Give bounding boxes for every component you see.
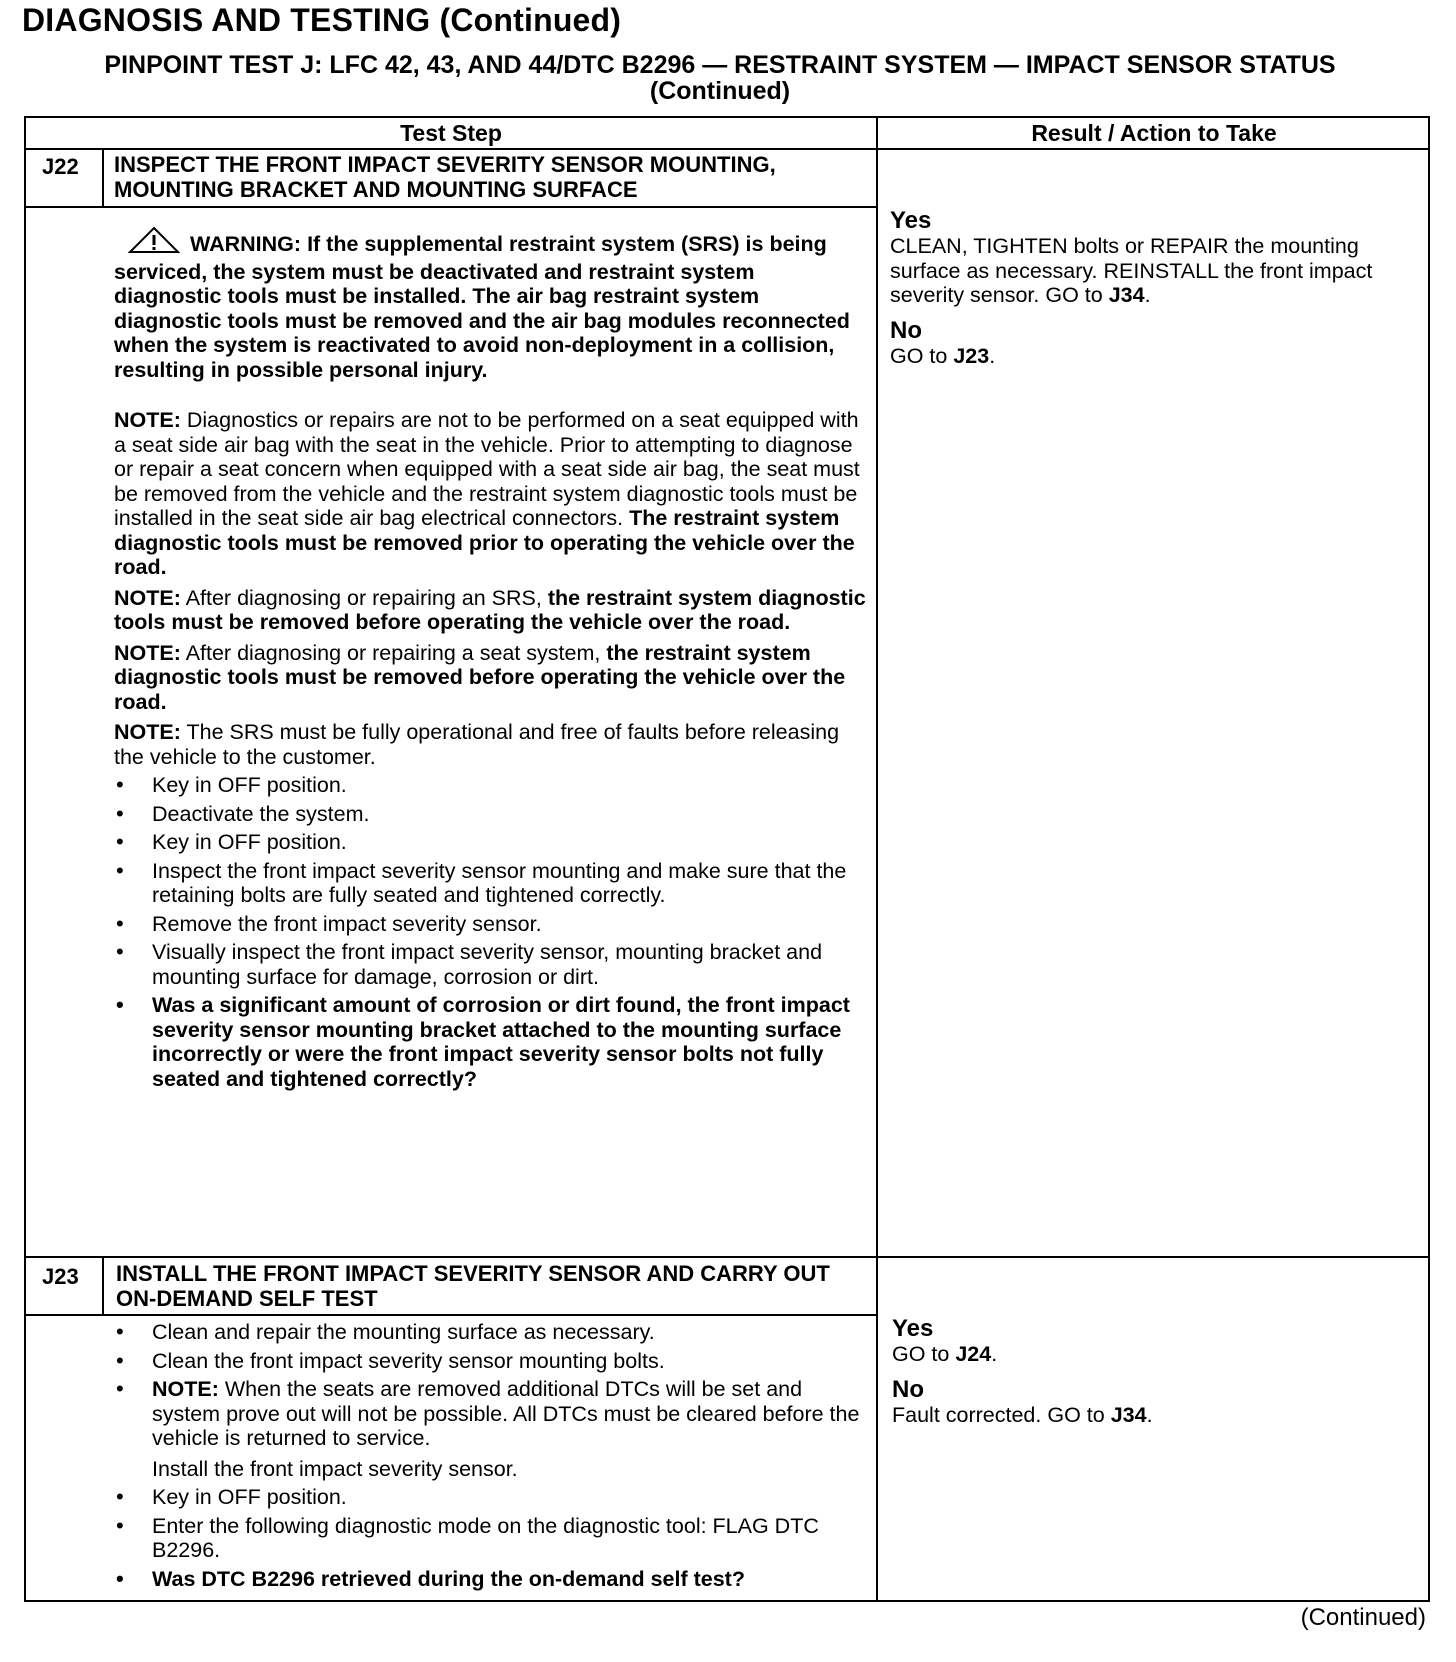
yes-text: CLEAN, TIGHTEN bolts or REPAIR the mounting surface as necessary. REINSTALL the front impact severity sensor. GO to (890, 234, 1373, 307)
column-divider (876, 118, 878, 1600)
pinpoint-test-table (24, 116, 1430, 1602)
note-label: NOTE: (114, 408, 181, 432)
no-label: No (890, 316, 922, 344)
note-text: When the seats are removed additional DTCs will be set and system prove out will not be possible. All DTCs must be cleared before the vehicle is returned to service. (152, 1377, 860, 1450)
note-paragraph-2 (114, 586, 866, 635)
yes-text: GO to (892, 1342, 950, 1366)
step-id-j23: J23 (42, 1264, 79, 1289)
list-item: • Key in OFF position. (114, 1485, 866, 1510)
note-paragraph-1 (114, 408, 866, 580)
list-item: • Enter the following diagnostic mode on the diagnostic tool: FLAG DTC B2296. (114, 1514, 866, 1563)
yes-label: Yes (892, 1315, 934, 1342)
warning-paragraph (114, 226, 866, 382)
note-label: NOTE: (114, 640, 181, 665)
no-label: No (892, 1375, 924, 1403)
note-paragraph-4 (114, 720, 866, 769)
step-title-j22: INSPECT THE FRONT IMPACT SEVERITY SENSOR MOUNTING, MOUNTING BRACKET AND MOUNTING SURFACE (114, 152, 776, 202)
warning-text: If the supplemental restraint system (SRS) is being serviced, the system must be deactivated and restraint system diagnostic tools must be installed. The air bag restraint system diagnostic tools must be removed and the air bag modules reconnected when the system is reactivated to avoid non-deployment in a collision, resulting in possible personal injury. (114, 232, 850, 382)
note-paragraph-3 (114, 641, 866, 715)
no-action: Fault corrected. GO to J34. (892, 1402, 1153, 1427)
no-text: GO to (890, 343, 948, 368)
yes-ref: J24 (955, 1342, 992, 1366)
j23-id-divider (102, 1256, 104, 1314)
warning-triangle-icon (128, 226, 180, 260)
step-body-j22 (114, 226, 866, 1095)
j22-title-divider (26, 206, 876, 208)
yes-label: Yes (890, 207, 932, 234)
continued-footer: (Continued) (1300, 1604, 1426, 1631)
note4-text: The SRS must be fully operational and free of faults before releasing the vehicle to the customer. (114, 720, 840, 769)
result-j22 (890, 208, 1400, 378)
note-label: NOTE: (152, 1377, 219, 1401)
note2-text: After diagnosing or repairing an SRS, (185, 585, 542, 610)
warning-label: WARNING: (190, 232, 302, 256)
install-text: Install the front impact severity sensor. (152, 1456, 518, 1481)
note1-bold: The restraint system diagnostic tools must be removed prior to operating the vehicle over the road. (114, 506, 855, 579)
note3-text: After diagnosing or repairing a seat system, (185, 640, 601, 665)
list-item: • Key in OFF position. (114, 773, 866, 798)
yes-ref: J34 (1108, 283, 1145, 307)
list-item: • Visually inspect the front impact severity sensor, mounting bracket and mounting surface for damage, corrosion or dirt. (114, 940, 866, 989)
doc-title: DIAGNOSIS AND TESTING (Continued) (22, 2, 622, 38)
j23-title-divider (26, 1314, 876, 1316)
j22-id-divider (102, 148, 104, 206)
no-ref: J34 (1110, 1402, 1147, 1427)
step-body-j23 (114, 1320, 866, 1595)
header-divider (26, 148, 1428, 150)
col-header-test-step: Test Step (400, 120, 502, 146)
note2-bold: the restraint system diagnostic tools must be removed before operating the vehicle over the road. (114, 585, 866, 634)
question-item: • Was DTC B2296 retrieved during the on-demand self test? (114, 1567, 866, 1592)
list-item: • Clean the front impact severity sensor mounting bolts. (114, 1349, 866, 1374)
j23-bullet-list (114, 1320, 866, 1591)
note1-text: Diagnostics or repairs are not to be performed on a seat equipped with a seat side air bag with the seat in the vehicle. Prior to attempting to diagnose or repair a seat concern when equipped with a seat side air bag, the seat must be removed from the vehicle and the restraint system diagnostic tools must be installed in the seat side air bag electrical connectors. (114, 408, 860, 530)
note3-bold: the restraint system diagnostic tools must be removed before operating the vehicle over the road. (114, 640, 846, 714)
no-action: GO to J23. (890, 343, 996, 368)
j22-bullet-list (114, 773, 866, 1091)
step-id-j22: J22 (42, 154, 79, 179)
test-heading: PINPOINT TEST J: LFC 42, 43, AND 44/DTC B2296 — RESTRAINT SYSTEM — IMPACT SENSOR STATUS (Continued) (104, 51, 1336, 105)
list-item: • Key in OFF position. (114, 830, 866, 855)
col-header-result: Result / Action to Take (1031, 120, 1277, 146)
result-j23 (892, 1316, 1402, 1437)
step-title-j23: INSTALL THE FRONT IMPACT SEVERITY SENSOR AND CARRY OUT ON-DEMAND SELF TEST (116, 1261, 830, 1311)
note-label: NOTE: (114, 585, 181, 610)
yes-action: GO to J24. (892, 1342, 998, 1366)
list-item: • Inspect the front impact severity sensor mounting and make sure that the retaining bolts are fully seated and tightened correctly. (114, 859, 866, 908)
question-item: • Was a significant amount of corrosion or dirt found, the front impact severity sensor mounting bracket attached to the mounting surface incorrectly or were the front impact severity sensor bolts not fully seated and tightened correctly? (114, 993, 866, 1091)
list-item: • Deactivate the system. (114, 802, 866, 827)
note-label: NOTE: (114, 720, 181, 744)
list-item (114, 1377, 866, 1481)
list-item: • Clean and repair the mounting surface as necessary. (114, 1320, 866, 1345)
no-ref: J23 (953, 343, 990, 368)
list-item: • Remove the front impact severity sensor. (114, 912, 866, 937)
yes-action: CLEAN, TIGHTEN bolts or REPAIR the mounting surface as necessary. REINSTALL the front impact severity sensor. GO to J34. (890, 234, 1373, 307)
row-divider (26, 1256, 1428, 1258)
no-text: Fault corrected. GO to (892, 1402, 1105, 1427)
